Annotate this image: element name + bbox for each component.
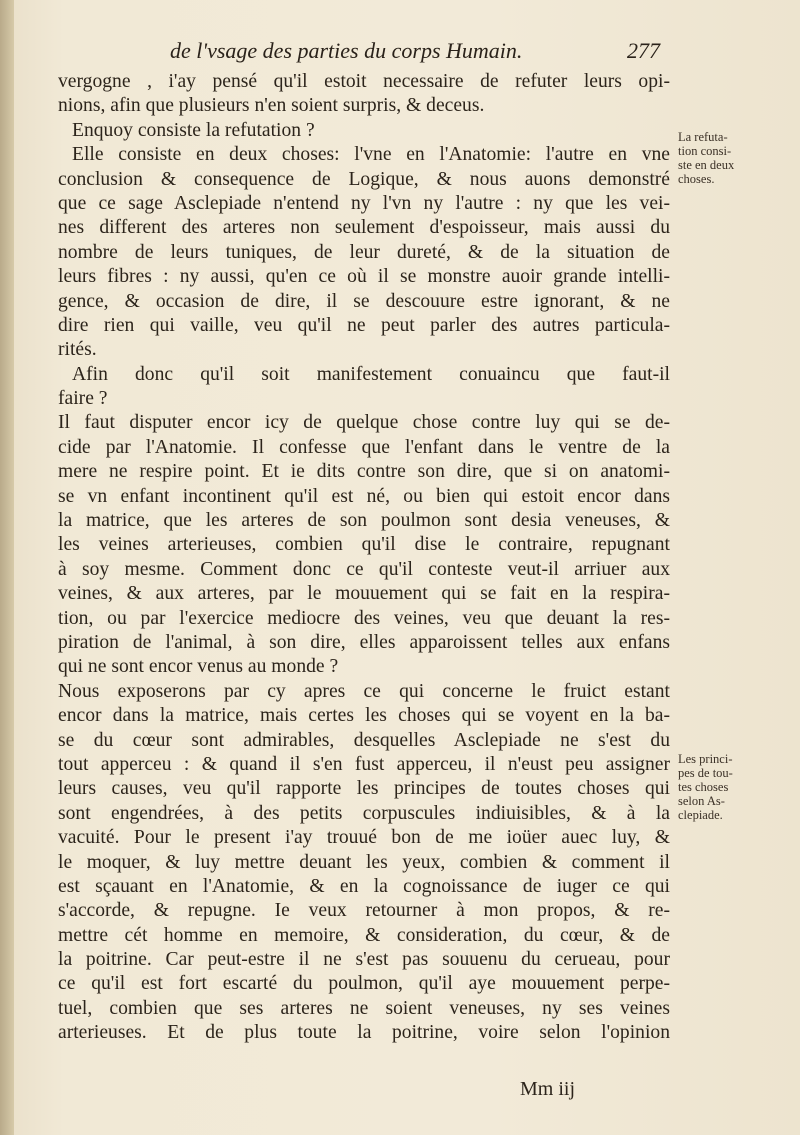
- text-line: Il faut disputer encor icy de quelque chose contre luy qui se de-: [58, 412, 670, 434]
- text-line: ce qu'il est fort escarté du poulmon, qu'il aye mouuement perpe-: [58, 973, 670, 995]
- text-line: Afin donc qu'il soit manifestement conuaincu que faut-il: [72, 363, 670, 385]
- page-spine-shadow: [0, 0, 14, 1135]
- text-line: s'accorde, & repugne. Ie veux retourner à mon propos, & re-: [58, 900, 670, 922]
- text-line: arterieuses. Et de plus toute la poitrine, voire selon l'opinion: [58, 1022, 670, 1044]
- text-line: faire ?: [58, 388, 108, 410]
- text-line: se vn enfant incontinent qu'il est né, ou bien qui estoit encor dans: [58, 485, 670, 507]
- text-line: gence, & occasion de dire, il se descouure estre ignorant, & ne: [58, 290, 670, 312]
- text-line: cide par l'Anatomie. Il confesse que l'enfant dans le ventre de la: [58, 436, 670, 458]
- text-line: tuel, combien que ses arteres ne soient veneuses, ny ses veines: [58, 997, 670, 1019]
- text-line: qui ne sont encor venus au monde ?: [58, 656, 339, 678]
- text-line: nes different des arteres non seulement d'espoisseur, mais aussi du: [58, 217, 670, 239]
- text-line: que ce sage Asclepiade n'entend ny l'vn ny l'autre : ny que les vei-: [58, 192, 670, 214]
- margin-note-line: Les princi-: [678, 752, 733, 766]
- text-line: Enquoy consiste la refutation ?: [72, 119, 315, 141]
- text-line: conclusion & consequence de Logique, & nous auons demonstré: [58, 168, 670, 190]
- text-line: leurs fibres : ny aussi, qu'en ce où il se monstre auoir grande intelli-: [58, 266, 670, 288]
- page-number: 277: [627, 38, 660, 63]
- text-line: tion, ou par l'exercice mediocre des veines, veu que deuant la res-: [58, 607, 670, 629]
- margin-note-line: clepiade.: [678, 808, 723, 822]
- text-line: mere ne respire point. Et ie dits contre son dire, que si on anatomi-: [58, 461, 670, 483]
- text-line: dire rien qui vaille, veu qu'il ne peut parler des autres particula-: [58, 314, 670, 336]
- text-line: vergogne , i'ay pensé qu'il estoit necessaire de refuter leurs opi-: [58, 71, 670, 92]
- margin-note-line: La refuta-: [678, 130, 728, 144]
- text-line: nions, afin que plusieurs n'en soient surpris, & deceus.: [58, 95, 485, 117]
- text-line: nombre de leurs tuniques, de leur dureté, & de la situation de: [58, 241, 670, 263]
- text-line: encor dans la matrice, mais certes les choses qui se voyent en la ba-: [58, 705, 670, 727]
- margin-note-line: choses.: [678, 172, 715, 186]
- signature-mark: Mm iij: [520, 1078, 576, 1100]
- text-line: la matrice, que les arteres de son poulmon sont desia veneuses, &: [58, 510, 670, 532]
- text-line: est sçauant en l'Anatomie, & en la cognoissance de iuger ce qui: [58, 875, 670, 897]
- margin-note-refutation: [678, 130, 788, 186]
- text-line: sont engendrées, à des petits corpuscules indiuisibles, & à la: [58, 802, 670, 824]
- text-line: les veines arterieuses, combien qu'il dise le contraire, repugnant: [58, 534, 670, 556]
- text-line: Nous exposerons par cy apres ce qui concerne le fruict estant: [58, 680, 670, 702]
- text-line: piration de l'animal, à son dire, elles apparoissent telles aux enfans: [58, 631, 670, 653]
- margin-note-line: ste en deux: [678, 158, 735, 172]
- text-line: mettre cét homme en memoire, & consideration, du cœur, & de: [58, 924, 670, 946]
- margin-note-line: selon As-: [678, 794, 725, 808]
- text-line: le moquer, & luy mettre deuant les yeux, combien & comment il: [58, 851, 670, 873]
- body-text: [58, 70, 670, 1046]
- margin-note-principes: [678, 752, 788, 822]
- text-line: Elle consiste en deux choses: l'vne en l'Anatomie: l'autre en vne: [72, 144, 670, 166]
- text-line: tout apperceu : & quand il s'en fust apperceu, il n'eust peu assigner: [58, 753, 670, 775]
- text-line: rités.: [58, 339, 97, 361]
- margin-note-line: pes de tou-: [678, 766, 733, 780]
- margin-note-line: tion consi-: [678, 144, 732, 158]
- margin-note-line: tes choses: [678, 780, 729, 794]
- running-header: [170, 38, 660, 70]
- running-title: de l'vsage des parties du corps Humain.: [170, 38, 523, 63]
- text-line: leurs causes, veu qu'il rapporte les principes de toutes choses qui: [58, 778, 670, 800]
- text-line: vacuité. Pour le present i'ay trouué bon de me ioüer auec luy, &: [58, 827, 670, 849]
- text-line: la poitrine. Car peut-estre il ne s'est pas souuenu du cerueau, pour: [58, 949, 670, 971]
- text-line: à soy mesme. Comment donc ce qu'il conteste veut-il arriuer aux: [58, 558, 670, 580]
- text-line: veines, & aux arteres, par le mouuement qui se fait en la respira-: [58, 583, 670, 605]
- text-line: se du cœur sont admirables, desquelles Asclepiade ne s'est du: [58, 729, 670, 751]
